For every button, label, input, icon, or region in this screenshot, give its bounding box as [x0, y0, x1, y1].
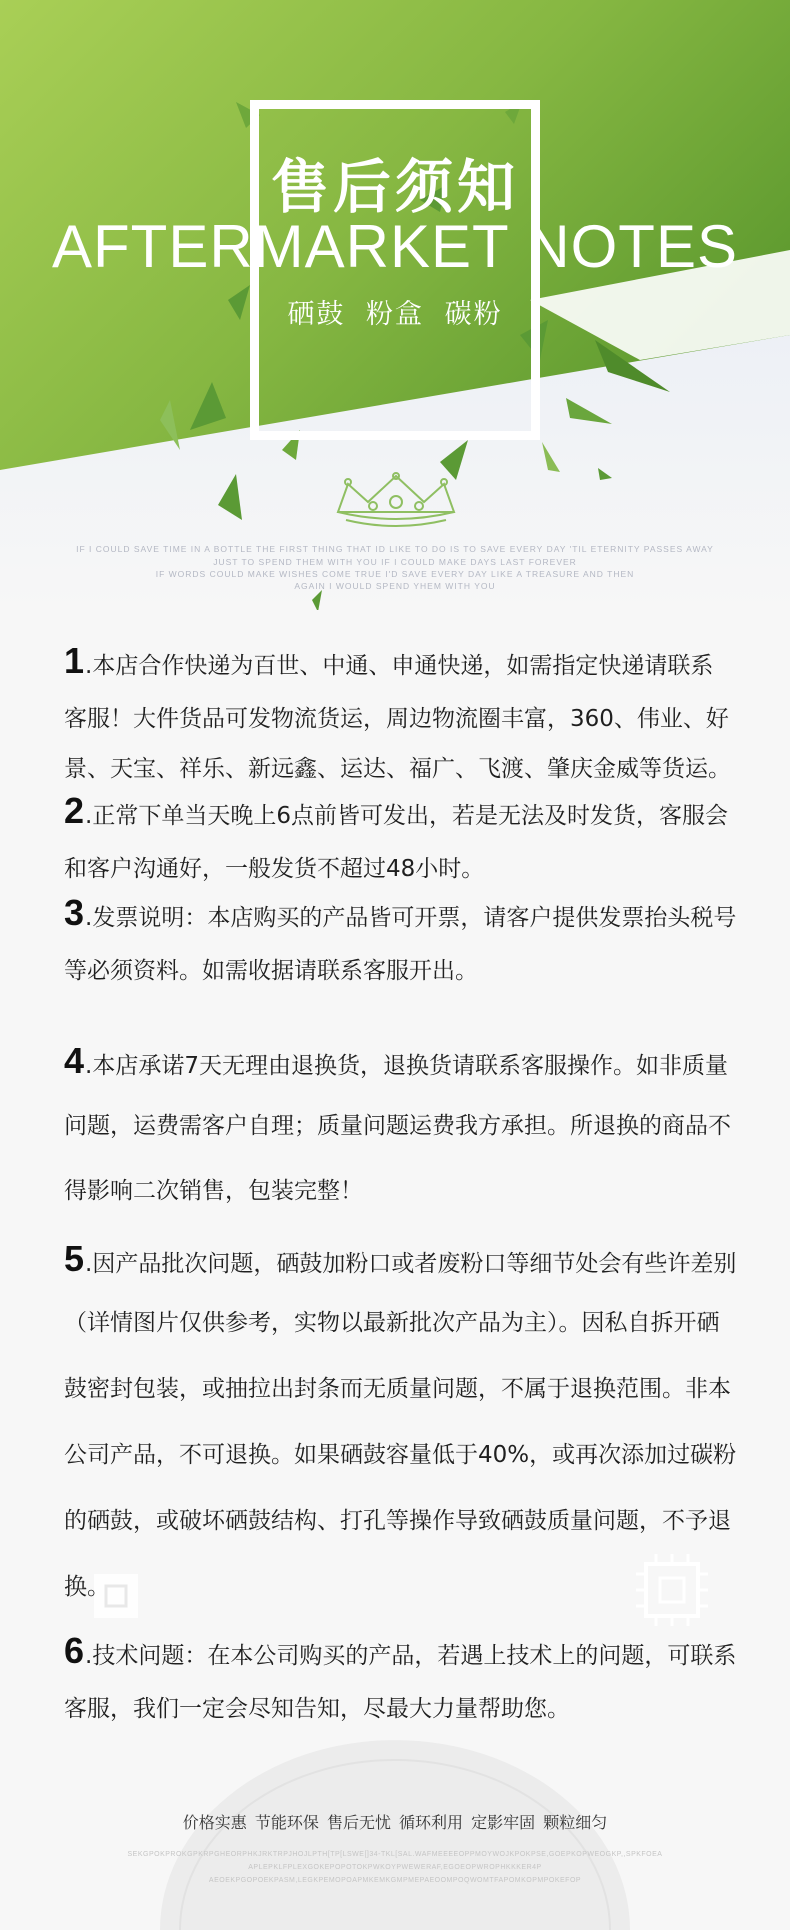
- notice-text-line: .因产品批次问题，硒鼓加粉口或者废粉口等细节处会有些许差别: [85, 1251, 737, 1277]
- notice-text-line: .技术问题：在本公司购买的产品，若遇上技术上的问题，可联系: [85, 1643, 737, 1669]
- notice-text-line: 公司产品，不可退换。如果硒鼓容量低于40%，或再次添加过碳粉: [64, 1442, 737, 1468]
- notice-text-line: .本店合作快递为百世、中通、申通快递，如需指定快递请联系: [85, 653, 714, 679]
- footer-tagline-line: SEKGPOKPROKGPKRPGHEORPHKJRKTRPJHOJLPTH[TP[LSWE[]34-TKL[SAL.WAFMEEEEOPPMOYWOJKPOKPSE,GOEPKOPWEOGKP,,SPKFOEA: [127, 1851, 663, 1858]
- notice-text-line: 鼓密封包装，或抽拉出封条而无质量问题，不属于退换范围。非本: [64, 1376, 731, 1402]
- notice-text-line: .发票说明：本店购买的产品皆可开票，请客户提供发票抬头税号: [85, 905, 737, 931]
- notice-number: 2: [64, 790, 85, 831]
- page-title-english: AFTERMARKET NOTES: [52, 213, 738, 280]
- notice-number: 5: [64, 1238, 85, 1279]
- footer-arc-decoration: [160, 1740, 630, 1930]
- notice-number: 4: [64, 1040, 85, 1081]
- notice-text-line: 景、天宝、祥乐、新远鑫、运达、福广、飞渡、肇庆金威等货运。: [64, 756, 731, 782]
- notice-number: 6: [64, 1630, 85, 1671]
- notice-text-line: 等必须资料。如需收据请联系客服开出。: [64, 958, 478, 984]
- notice-text-line: 客服！大件货品可发物流货运，周边物流圈丰富，360、伟业、好: [64, 706, 729, 732]
- notice-text-line: （详情图片仅供参考，实物以最新批次产品为主）。因私自拆开硒: [64, 1310, 720, 1336]
- chip-watermark-icon: [632, 1550, 712, 1630]
- notice-text-line: 得影响二次销售，包装完整！: [64, 1178, 363, 1204]
- page-title: 售后须知: [270, 153, 519, 221]
- footer-keywords: 价格实惠 节能环保 售后无忧 循环利用 定影牢固 颗粒细匀: [182, 1813, 608, 1832]
- header-tagline-line: IF WORDS COULD MAKE WISHES COME TRUE I'D SAVE EVERY DAY LIKE A TREASURE AND THEN: [155, 569, 635, 579]
- page-subtitle: 硒鼓 粉盒 碳粉: [287, 299, 503, 330]
- notice-text-line: .本店承诺7天无理由退换货，退换货请联系客服操作。如非质量: [85, 1053, 728, 1079]
- notice-number: 1: [64, 640, 85, 681]
- header-tagline-line: AGAIN I WOULD SPEND YHEM WITH YOU: [294, 581, 496, 591]
- crown-icon: [328, 472, 464, 530]
- header-tagline-line: JUST TO SPEND THEM WITH YOU IF I COULD MAKE DAYS LAST FOREVER: [213, 557, 577, 567]
- notice-text-line: 的硒鼓，或破坏硒鼓结构、打孔等操作导致硒鼓质量问题，不予退: [64, 1508, 731, 1534]
- header-banner: [0, 0, 790, 610]
- notice-text-line: .正常下单当天晚上6点前皆可发出，若是无法及时发货，客服会: [85, 803, 728, 829]
- header-tagline-line: IF I COULD SAVE TIME IN A BOTTLE THE FIRST THING THAT ID LIKE TO DO IS TO SAVE EVERY DAY 'TIL ETERNITY PASSES AWAY: [76, 544, 714, 554]
- notice-number: 3: [64, 892, 85, 933]
- notice-text-line: 问题，运费需客户自理；质量问题运费我方承担。所退换的商品不: [64, 1113, 731, 1139]
- footer-tagline-line: AEOEKPGOPOEKPASM,LEGKPEMOPOAPMKEMKGMPMEPAEOOMPOQWOMTFAPOMKOPMPOKEFOP: [208, 1877, 582, 1884]
- notice-text-line: 和客户沟通好，一般发货不超过48小时。: [64, 856, 485, 882]
- notice-text-line: 客服，我们一定会尽知告知，尽最大力量帮助您。: [64, 1696, 570, 1722]
- notice-text-line: 换。: [64, 1574, 110, 1600]
- footer-tagline-line: APLEPKLFPLEXGOKEPOPOTOKPWKOYPWEWERAF,EGOEOPWROPHKKKER4P: [248, 1864, 542, 1871]
